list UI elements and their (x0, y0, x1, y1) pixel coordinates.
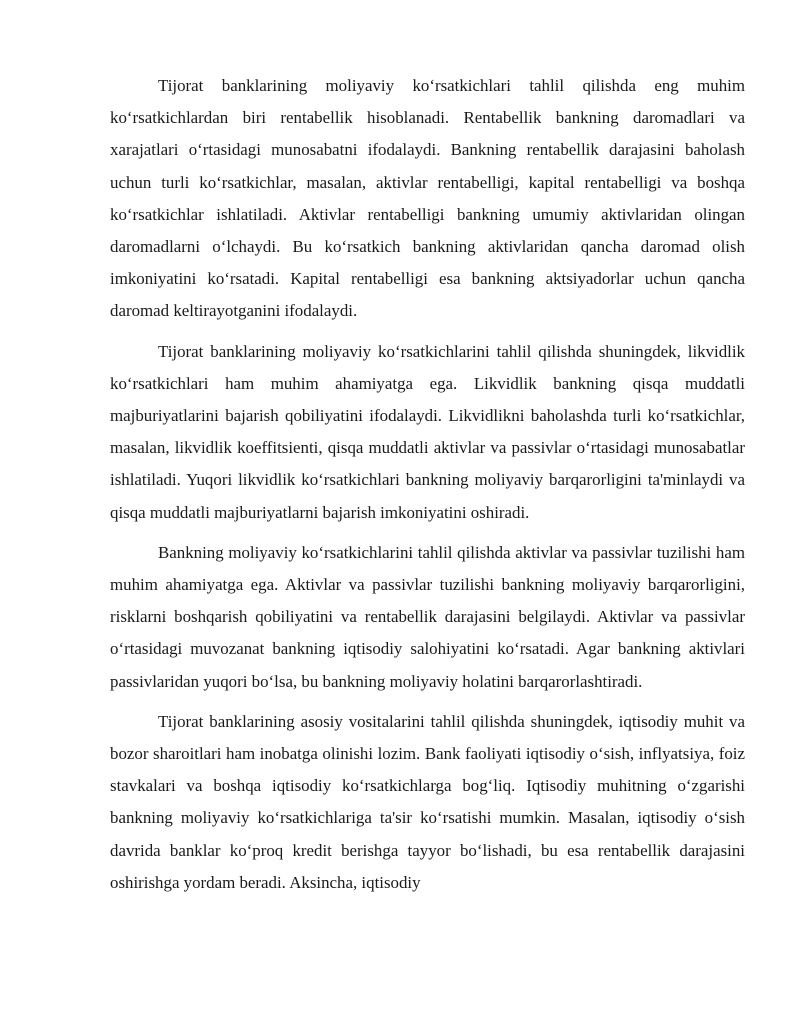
paragraph-liquidity: Tijorat banklarining moliyaviy ko‘rsatkichlarini tahlil qilishda shuningdek, likvidlik ko‘rsatkichlari ham muhim ahamiyatga ega. Likvidlik bankning qisqa muddatli majburiyatlarini bajarish qobiliyatini ifodalaydi. Likvidlikni baholashda turli ko‘rsatkichlar, masalan, likvidlik koeffitsienti, qisqa muddatli aktivlar va passivlar o‘rtasidagi munosabatlar ishlatiladi. Yuqori likvidlik ko‘rsatkichlari bankning moliyaviy barqarorligini ta'minlaydi va qisqa muddatli majburiyatlarni bajarish imkoniyatini oshiradi. (110, 341, 745, 522)
paragraph-profitability: Tijorat banklarining moliyaviy ko‘rsatkichlari tahlil qilishda eng muhim ko‘rsatkichlardan biri rentabellik hisoblanadi. Rentabellik bankning daromadlari va xarajatlari o‘rtasidagi munosabatni ifodalaydi. Bankning rentabellik darajasini baholash uchun turli ko‘rsatkichlar, masalan, aktivlar rentabelligi, kapital rentabelligi va boshqa ko‘rsatkichlar ishlatiladi. Aktivlar rentabelligi bankning umumiy aktivlaridan olingan daromadlarni o‘lchaydi. Bu ko‘rsatkich bankning aktivlaridan qancha daromad olish imkoniyatini ko‘rsatadi. Kapital rentabelligi esa bankning aktsiyadorlar uchun qancha daromad keltirayotganini ifodalaydi. (110, 76, 745, 321)
paragraph-economic-environment: Tijorat banklarining asosiy vositalarini tahlil qilishda shuningdek, iqtisodiy muhit va bozor sharoitlari ham inobatga olinishi lozim. Bank faoliyati iqtisodiy o‘sish, inflyatsiya, foiz stavkalari va boshqa iqtisodiy ko‘rsatkichlarga bog‘liq. Iqtisodiy muhitning o‘zgarishi bankning moliyaviy ko‘rsatkichlariga ta'sir ko‘rsatishi mumkin. Masalan, iqtisodiy o‘sish davrida banklar ko‘proq kredit berishga tayyor bo‘lishadi, bu esa rentabellik darajasini oshirishga yordam beradi. Aksincha, iqtisodiy (110, 711, 745, 892)
document-page (110, 70, 745, 907)
paragraph-assets-liabilities: Bankning moliyaviy ko‘rsatkichlarini tahlil qilishda aktivlar va passivlar tuzilishi ham muhim ahamiyatga ega. Aktivlar va passivlar tuzilishi bankning moliyaviy barqarorligini, risklarni boshqarish qobiliyatini va rentabellik darajasini belgilaydi. Aktivlar va passivlar o‘rtasidagi muvozanat bankning iqtisodiy salohiyatini ko‘rsatadi. Agar bankning aktivlari passivlaridan yuqori bo‘lsa, bu bankning moliyaviy holatini barqarorlashtiradi. (110, 542, 745, 691)
